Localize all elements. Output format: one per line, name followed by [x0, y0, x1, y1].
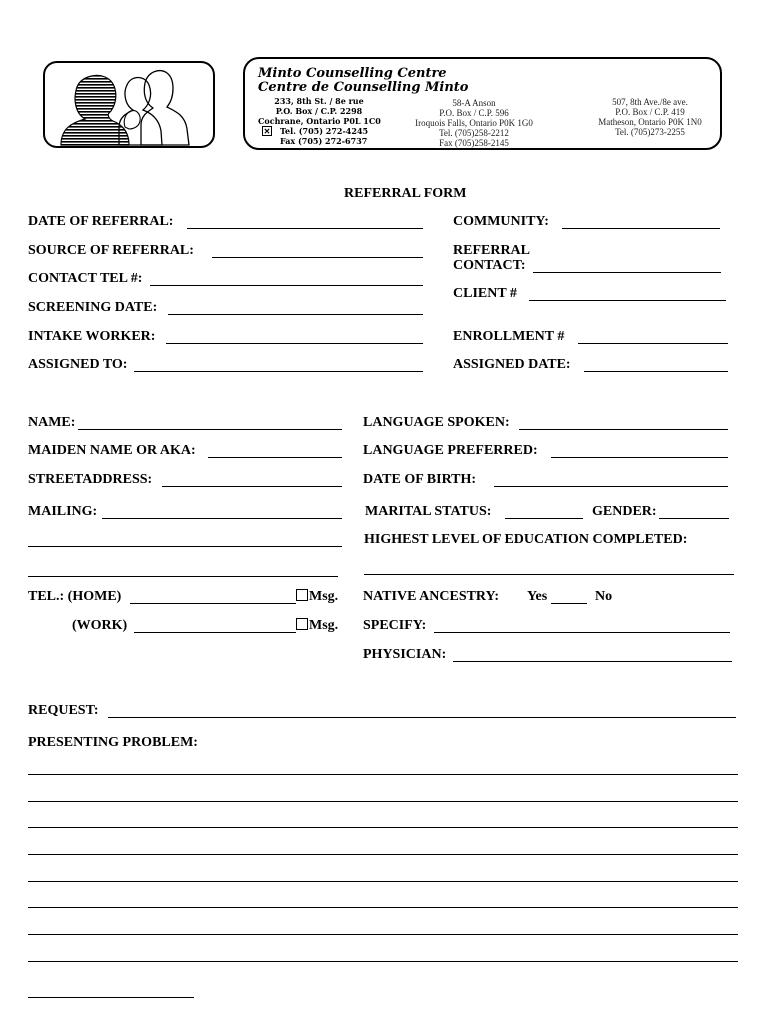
- highest-education-field[interactable]: [364, 574, 734, 575]
- cochrane-pobox: P.O. Box / C.P. 2298: [275, 106, 363, 116]
- date-of-birth-label: DATE OF BIRTH:: [363, 472, 477, 487]
- request-field[interactable]: [108, 717, 736, 718]
- name-label: NAME:: [28, 415, 76, 430]
- cochrane-city: Cochrane, Ontario P0L 1C0: [258, 116, 381, 126]
- referral-label: REFERRAL: [453, 243, 531, 258]
- msg-home-label: Msg.: [309, 589, 339, 604]
- tel-work-field[interactable]: [134, 632, 296, 633]
- matheson-street: 507, 8th Ave./8e ave.: [612, 97, 688, 107]
- language-preferred-field[interactable]: [551, 457, 728, 458]
- presenting-problem-line[interactable]: [28, 961, 738, 962]
- name-field[interactable]: [78, 429, 342, 430]
- referral-contact-field[interactable]: [533, 272, 721, 273]
- date-of-referral-label: DATE OF REFERRAL:: [28, 214, 174, 229]
- tel-work-msg[interactable]: [296, 618, 338, 634]
- maiden-name-field[interactable]: [208, 457, 342, 458]
- street-address-label: STREETADDRESS:: [28, 472, 153, 487]
- native-ancestry-yes: Yes: [527, 589, 548, 604]
- highest-education-label: HIGHEST LEVEL OF EDUCATION COMPLETED:: [364, 532, 688, 547]
- cochrane-fax: Fax (705) 272-6737: [280, 136, 368, 146]
- cochrane-tel-row: [262, 126, 368, 136]
- assigned-to-field[interactable]: [134, 371, 423, 372]
- specify-field[interactable]: [434, 632, 730, 633]
- org-name-en: Minto Counselling Centre: [258, 66, 447, 81]
- matheson-city: Matheson, Ontario P0K 1N0: [598, 117, 702, 127]
- iroquois-pobox: P.O. Box / C.P. 596: [439, 108, 509, 118]
- date-of-referral-field[interactable]: [187, 228, 423, 229]
- specify-label: SPECIFY:: [363, 618, 427, 633]
- tel-home-msg[interactable]: [296, 589, 338, 605]
- physician-field[interactable]: [453, 661, 732, 662]
- source-of-referral-field[interactable]: [212, 257, 423, 258]
- matheson-pobox: P.O. Box / C.P. 419: [615, 107, 685, 117]
- iroquois-tel: Tel. (705)258-2212: [439, 128, 509, 138]
- org-name-fr: Centre de Counselling Minto: [258, 80, 469, 95]
- tel-home-field[interactable]: [130, 603, 296, 604]
- tel-home-label: TEL.: (HOME): [28, 589, 122, 604]
- mailing-field-line-2[interactable]: [28, 546, 342, 547]
- assigned-date-field[interactable]: [584, 371, 728, 372]
- native-ancestry-no: No: [595, 589, 613, 604]
- language-spoken-field[interactable]: [519, 429, 728, 430]
- iroquois-city: Iroquois Falls, Ontario P0K 1G0: [415, 118, 533, 128]
- enrollment-number-field[interactable]: [578, 343, 728, 344]
- presenting-problem-line[interactable]: [28, 934, 738, 935]
- mailing-field-line-3[interactable]: [28, 576, 338, 577]
- gender-field[interactable]: [659, 518, 729, 519]
- physician-label: PHYSICIAN:: [363, 647, 447, 662]
- presenting-problem-line[interactable]: [28, 881, 738, 882]
- native-ancestry-yes-field[interactable]: [551, 603, 587, 604]
- msg-work-checkbox[interactable]: [296, 618, 308, 630]
- presenting-problem-line[interactable]: [28, 801, 738, 802]
- community-field[interactable]: [562, 228, 720, 229]
- presenting-problem-line[interactable]: [28, 774, 738, 775]
- cochrane-street: 233, 8th St. / 8e rue: [274, 96, 364, 106]
- client-number-field[interactable]: [529, 300, 726, 301]
- native-ancestry-label: NATIVE ANCESTRY:: [363, 589, 500, 604]
- presenting-problem-label: PRESENTING PROBLEM:: [28, 735, 198, 750]
- cochrane-tel: Tel. (705) 272-4245: [280, 126, 369, 136]
- form-title: REFERRAL FORM: [344, 186, 467, 201]
- client-number-label: CLIENT #: [453, 286, 517, 301]
- people-silhouette-icon: [45, 63, 213, 146]
- logo: [43, 61, 215, 148]
- presenting-problem-line[interactable]: [28, 827, 738, 828]
- msg-home-checkbox[interactable]: [296, 589, 308, 601]
- marital-status-field[interactable]: [505, 518, 583, 519]
- mailing-field[interactable]: [102, 518, 342, 519]
- community-label: COMMUNITY:: [453, 214, 549, 229]
- checked-box-icon: ✕: [263, 126, 271, 136]
- date-of-birth-field[interactable]: [494, 486, 728, 487]
- contact-tel-field[interactable]: [150, 285, 423, 286]
- screening-date-label: SCREENING DATE:: [28, 300, 158, 315]
- assigned-date-label: ASSIGNED DATE:: [453, 357, 571, 372]
- enrollment-number-label: ENROLLMENT #: [453, 329, 565, 344]
- intake-worker-field[interactable]: [166, 343, 423, 344]
- maiden-name-label: MAIDEN NAME OR AKA:: [28, 443, 196, 458]
- source-of-referral-label: SOURCE OF REFERRAL:: [28, 243, 194, 258]
- presenting-problem-line[interactable]: [28, 854, 738, 855]
- iroquois-fax: Fax (705)258-2145: [439, 138, 509, 148]
- iroquois-street: 58-A Anson: [452, 98, 496, 108]
- street-address-field[interactable]: [162, 486, 342, 487]
- msg-work-label: Msg.: [309, 618, 339, 633]
- tel-work-label: (WORK): [72, 618, 128, 633]
- screening-date-field[interactable]: [168, 314, 423, 315]
- referral-contact-label: CONTACT:: [453, 258, 526, 273]
- assigned-to-label: ASSIGNED TO:: [28, 357, 128, 372]
- signature-line[interactable]: [28, 997, 194, 998]
- marital-status-label: MARITAL STATUS:: [365, 504, 492, 519]
- language-preferred-label: LANGUAGE PREFERRED:: [363, 443, 538, 458]
- contact-tel-label: CONTACT TEL #:: [28, 271, 143, 286]
- matheson-tel: Tel. (705)273-2255: [615, 127, 685, 137]
- intake-worker-label: INTAKE WORKER:: [28, 329, 156, 344]
- gender-label: GENDER:: [592, 504, 657, 519]
- language-spoken-label: LANGUAGE SPOKEN:: [363, 415, 510, 430]
- mailing-label: MAILING:: [28, 504, 98, 519]
- presenting-problem-line[interactable]: [28, 907, 738, 908]
- request-label: REQUEST:: [28, 703, 99, 718]
